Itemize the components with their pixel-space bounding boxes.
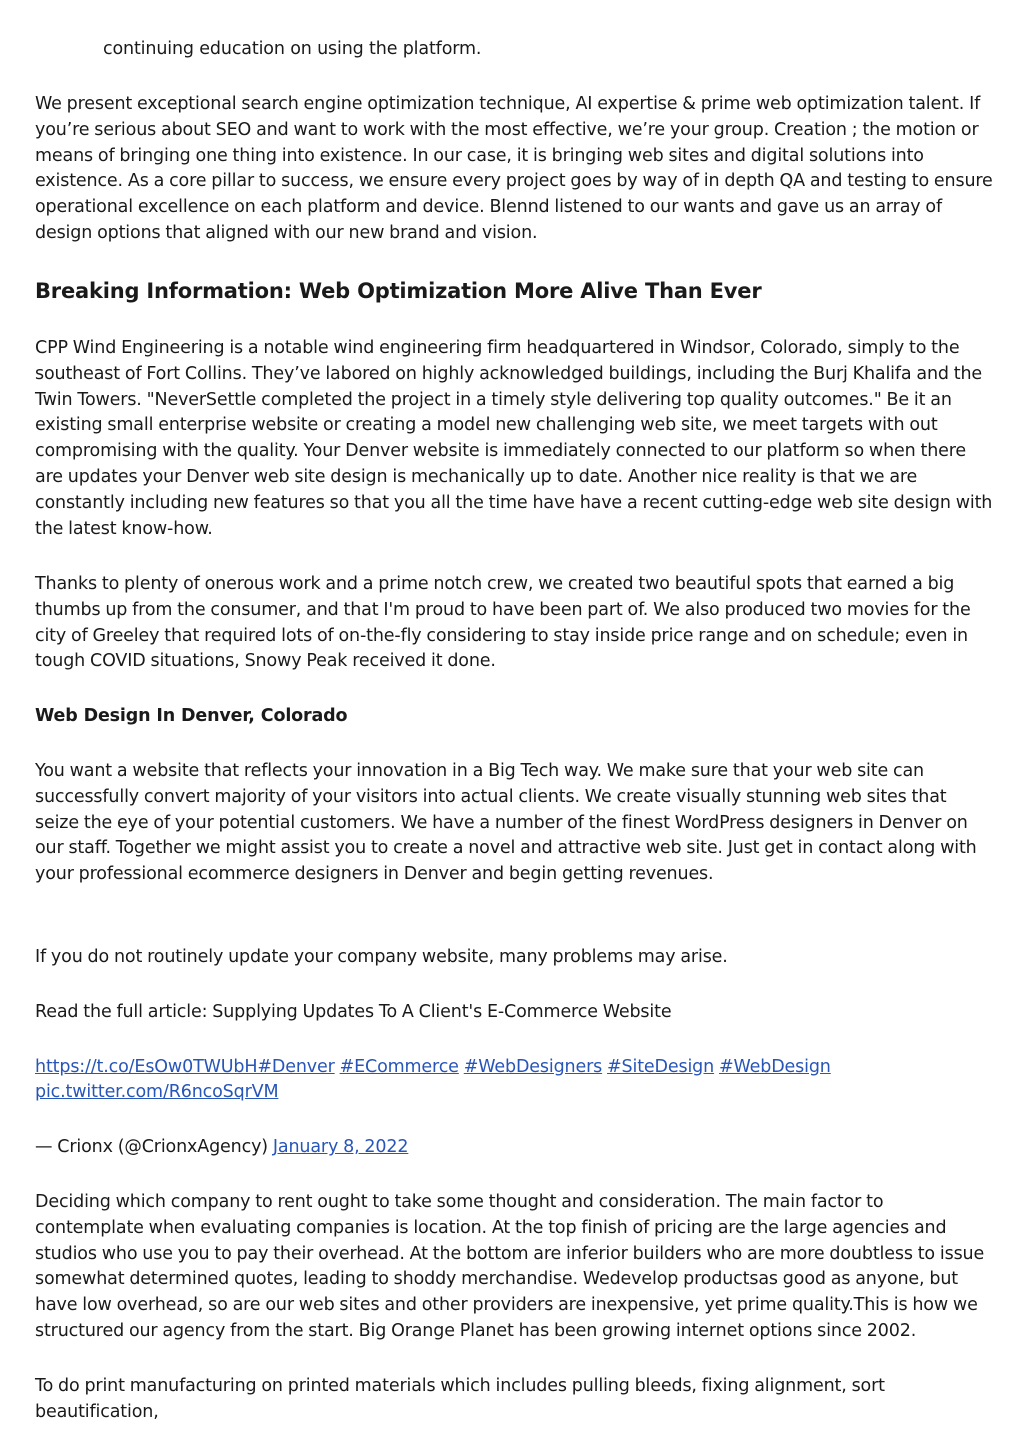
tweet-short-url-link[interactable]: https://t.co/EsOw0TWUbH#Denver [35, 1056, 335, 1077]
paragraph-print-manufacturing: To do print manufacturing on printed materials which includes pulling bleeds, fixing alignment, sort beautification, [35, 1376, 885, 1422]
tweet-links-line [35, 1055, 993, 1107]
tweet-article-line: Read the full article: Supplying Updates To A Client's E-Commerce Website [35, 1001, 672, 1022]
paragraph-cpp-wind: CPP Wind Engineering is a notable wind engineering firm headquartered in Windsor, Colorado, simply to the southeast of Fort Collins. They’ve labored on highly acknowledged buildings, including the Burj Khalifa and the Twin Towers. "NeverSettle completed the project in a timely style delivering top quality outcomes." Be it an existing small enterprise website or creating a model new challenging web site, we meet targets with out compromising with the quality. Your Denver website is immediately connected to our platform so when there are updates your Denver web site design is mechanically up to date. Another nice reality is that we are constantly including new features so that you all the time have have a recent cutting-edge web site design with the latest know-how. [35, 338, 993, 539]
paragraph-seo-creation: We present exceptional search engine optimization technique, AI expertise & prime web optimization talent. If you’re serious about SEO and want to work with the most effective, we’re your group. Creation ; the motion or means of bringing one thing into existence. In our case, it is bringing web sites and digital solutions into existence. As a core pillar to success, we ensure every project goes by way of in depth QA and testing to ensure operational excellence on each platform and device. Blennd listened to our wants and gave us an array of design options that aligned with our new brand and vision. [35, 94, 993, 243]
tweet-date-link[interactable]: January 8, 2022 [272, 1137, 409, 1158]
paragraph-big-tech-website: You want a website that reflects your innovation in a Big Tech way. We make sure that your web site can successfully convert majority of your visitors into actual clients. We create visually stunning web sites that seize the eye of your potential customers. We have a number of the finest WordPress designers in Denver on our staff. Together we might assist you to create a novel and attractive web site. Just get in contact along with your professional ecommerce designers in Denver and begin getting revenues. [35, 761, 977, 885]
hashtag-sitedesign-link[interactable]: #SiteDesign [607, 1056, 715, 1077]
embedded-tweet [35, 945, 993, 1161]
intro-continuation-text: continuing education on using the platform. [103, 39, 482, 59]
paragraph-thanks-hard-work: Thanks to plenty of onerous work and a prime notch crew, we created two beautiful spots that earned a big thumbs up from the consumer, and that I'm proud to have been part of. We also produced two movies for the city of Greeley that required lots of on-the-fly considering to stay inside price range and on schedule; even in tough COVID situations, Snowy Peak received it done. [35, 574, 971, 672]
paragraph-choosing-company: Deciding which company to rent ought to take some thought and consideration. The main factor to contemplate when evaluating companies is location. At the top finish of pricing are the large agencies and studios who use you to pay their overhead. At the bottom are inferior builders who are more doubtless to issue somewhat determined quotes, leading to shoddy merchandise. Wedevelop productsas good as anyone, but have low overhead, so are our web sites and other providers are inexpensive, yet prime quality.This is how we structured our agency from the start. Big Orange Planet has been growing internet options since 2002. [35, 1192, 985, 1341]
hashtag-webdesign-link[interactable]: #WebDesign [719, 1056, 831, 1077]
tweet-pic-link[interactable]: pic.twitter.com/R6ncoSqrVM [35, 1082, 279, 1103]
heading-breaking-information: Breaking Information: Web Optimization More Alive Than Ever [35, 279, 762, 303]
heading-web-design-denver: Web Design In Denver, Colorado [35, 706, 348, 726]
tweet-attribution [35, 1135, 993, 1161]
tweet-author: — Crionx (@CrionxAgency) [35, 1137, 268, 1158]
tweet-text: If you do not routinely update your company website, many problems may arise. [35, 947, 728, 967]
hashtag-webdesigners-link[interactable]: #WebDesigners [463, 1056, 603, 1077]
hashtag-ecommerce-link[interactable]: #ECommerce [339, 1056, 459, 1077]
